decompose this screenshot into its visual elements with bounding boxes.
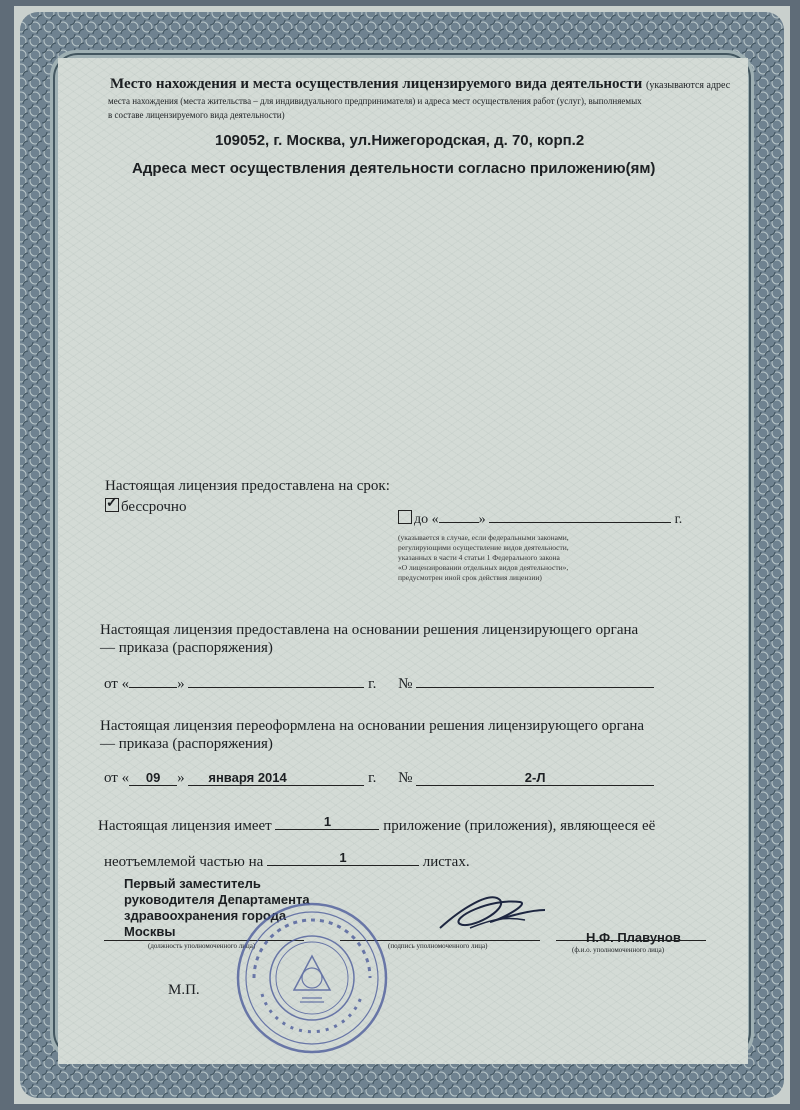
term-label: Настоящая лицензия предоставлена на срок: xyxy=(105,478,390,494)
basis-from-row xyxy=(104,676,654,693)
reissue-from-row xyxy=(104,770,654,787)
appendix-suffix: приложение (приложения), являющееся её xyxy=(383,818,656,834)
license-address: 109052, г. Москва, ул.Нижегородская, д. 70, корп.2 xyxy=(215,132,585,149)
header-title xyxy=(110,76,730,93)
position-line: Москвы xyxy=(124,924,176,939)
basis-year-suffix: г. xyxy=(368,676,377,692)
indefinite-label: бессрочно xyxy=(121,499,187,515)
basis-from-mid: » xyxy=(177,676,185,692)
seal-place-label: М.П. xyxy=(168,982,200,998)
appendix-sheets: 1 xyxy=(267,850,419,866)
term-note-line: предусмотрен иной срок действия лицензии) xyxy=(398,573,542,582)
basis-from-prefix: от « xyxy=(104,676,130,692)
until-checkbox xyxy=(398,510,412,524)
reissue-month-year: января 2014 xyxy=(188,770,364,786)
appendix-sheets-suffix: листах. xyxy=(422,854,470,870)
official-seal-stamp xyxy=(232,898,392,1058)
reissue-from-mid: » xyxy=(177,770,185,786)
term-note-line: «О лицензировании отдельных видов деятельности», xyxy=(398,563,569,572)
term-note-line: регулирующими осуществление видов деятельности, xyxy=(398,543,569,552)
reissue-from-prefix: от « xyxy=(104,770,130,786)
until-mid: » xyxy=(478,512,486,527)
signature-mark xyxy=(430,880,550,940)
header-note-line2: места нахождения (места жительства – для индивидуального предпринимателя) и адреса мест осуществления работ (услуг), выполняемых xyxy=(108,96,642,106)
reissue-year-suffix: г. xyxy=(368,770,377,786)
name-caption: (ф.и.о. уполномоченного лица) xyxy=(572,946,665,954)
term-note xyxy=(398,533,569,583)
reissue-day: 09 xyxy=(129,770,177,786)
appendix-count: 1 xyxy=(275,814,379,830)
appendix-sheets-row xyxy=(104,850,470,871)
basis-number-label: № xyxy=(398,676,413,692)
position-caption: (должность уполномоченного лица) xyxy=(148,942,256,950)
term-note-line: (указывается в случае, если федеральными законами, xyxy=(398,533,569,542)
until-year-suffix: г. xyxy=(674,512,683,527)
position-line: здравоохранения города xyxy=(124,908,287,923)
reissue-number-label: № xyxy=(398,770,413,786)
basis-line2: — приказа (распоряжения) xyxy=(100,640,273,656)
header-title-note: (указываются адрес xyxy=(645,80,731,91)
term-until xyxy=(398,510,682,528)
until-prefix: до « xyxy=(414,512,439,527)
basis-line1: Настоящая лицензия предоставлена на основании решения лицензирующего органа xyxy=(100,622,639,638)
position-line: Первый заместитель xyxy=(124,876,261,891)
header-title-text: Место нахождения и места осуществления лицензируемого вида деятельности xyxy=(110,76,643,92)
reissue-number: 2-Л xyxy=(416,770,654,786)
term-indefinite xyxy=(105,498,186,516)
reissue-line1: Настоящая лицензия переоформлена на основании решения лицензирующего органа xyxy=(100,718,645,734)
position-line: руководителя Департамента xyxy=(124,892,310,907)
addresses-note: Адреса мест осуществления деятельности согласно приложению(ям) xyxy=(132,160,656,177)
appendix-sheets-prefix: неотъемлемой частью на xyxy=(104,854,264,870)
header-note-line3: в составе лицензируемого вида деятельности) xyxy=(108,110,285,120)
appendix-prefix: Настоящая лицензия имеет xyxy=(98,818,272,834)
indefinite-checkbox xyxy=(105,498,119,512)
term-note-line: указанных в части 4 статьи 1 Федерального закона xyxy=(398,553,560,562)
signature-caption: (подпись уполномоченного лица) xyxy=(388,942,488,950)
reissue-line2: — приказа (распоряжения) xyxy=(100,736,273,752)
signatory-name: Н.Ф. Плавунов xyxy=(586,930,681,945)
appendix-row xyxy=(98,814,656,835)
